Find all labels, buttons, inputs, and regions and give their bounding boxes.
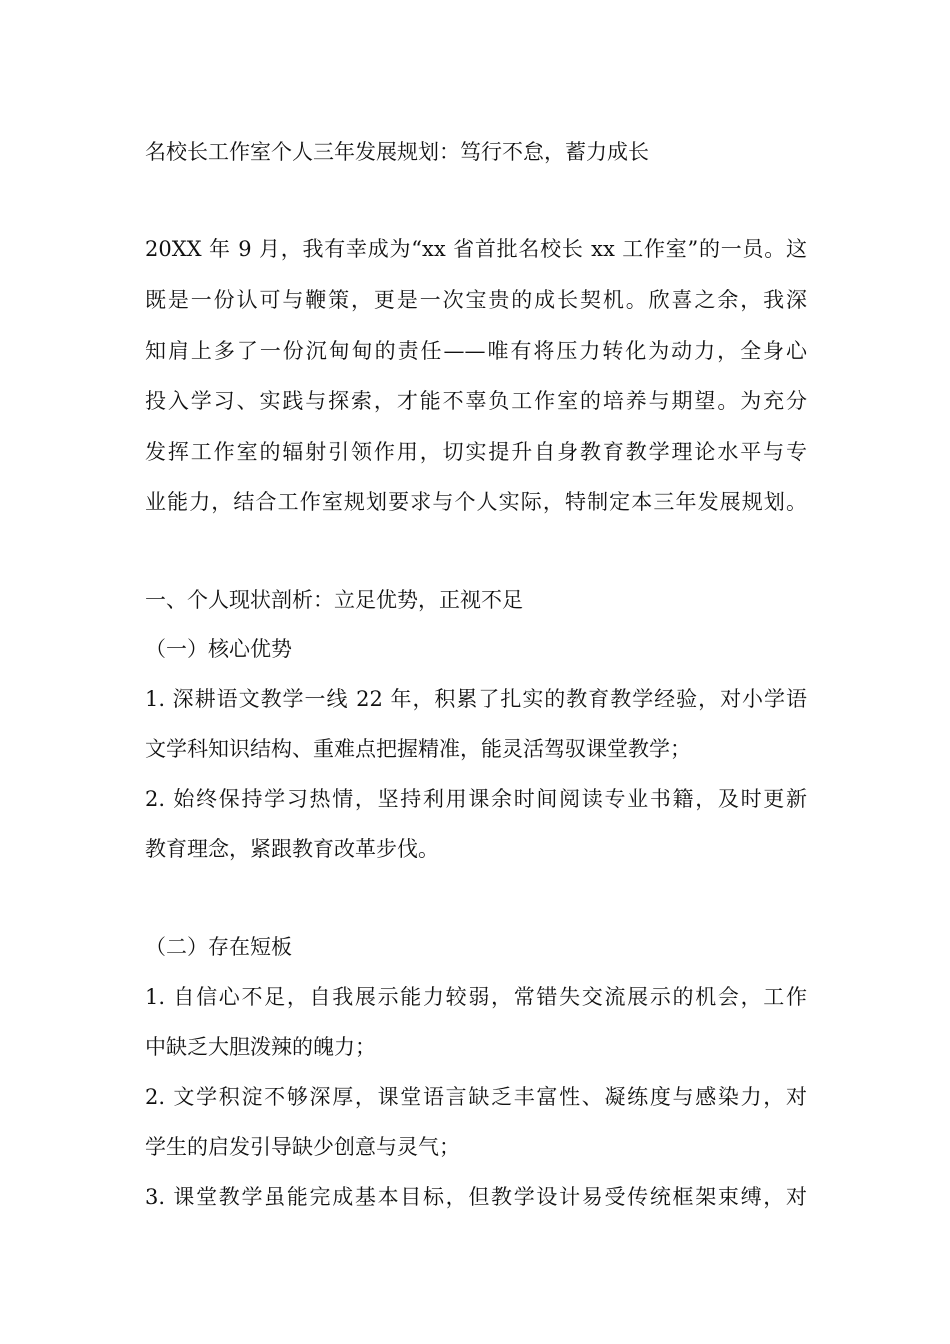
document-title: 名校长工作室个人三年发展规划：笃行不怠，蓄力成长 (145, 140, 649, 164)
subsection-heading-weaknesses: （二）存在短板 (145, 935, 292, 959)
intro-line-3: 知肩上多了一份沉甸甸的责任——唯有将压力转化为动力，全身心 (145, 339, 807, 363)
weakness-line-1: 1. 自信心不足，自我展示能力较弱，常错失交流展示的机会，工作 (145, 985, 807, 1009)
strength-line-1: 1. 深耕语文教学一线 22 年，积累了扎实的教育教学经验，对小学语 (145, 687, 807, 711)
subsection-heading-strengths: （一）核心优势 (145, 637, 292, 661)
weakness-line-3: 2. 文学积淀不够深厚，课堂语言缺乏丰富性、凝练度与感染力，对 (145, 1085, 807, 1109)
weakness-line-4: 学生的启发引导缺少创意与灵气； (145, 1135, 460, 1159)
intro-line-2: 既是一份认可与鞭策，更是一次宝贵的成长契机。欣喜之余，我深 (145, 288, 807, 312)
weakness-line-2: 中缺乏大胆泼辣的魄力； (145, 1035, 376, 1059)
strength-line-4: 教育理念，紧跟教育改革步伐。 (145, 837, 439, 861)
intro-line-6: 业能力，结合工作室规划要求与个人实际，特制定本三年发展规划。 (145, 490, 807, 514)
strength-line-3: 2. 始终保持学习热情，坚持利用课余时间阅读专业书籍，及时更新 (145, 787, 807, 811)
strength-line-2: 文学科知识结构、重难点把握精准，能灵活驾驭课堂教学； (145, 737, 691, 761)
weakness-line-5: 3. 课堂教学虽能完成基本目标，但教学设计易受传统框架束缚，对 (145, 1185, 807, 1209)
intro-line-4: 投入学习、实践与探索，才能不辜负工作室的培养与期望。为充分 (145, 389, 807, 413)
section-heading-1: 一、个人现状剖析：立足优势，正视不足 (145, 588, 523, 612)
intro-line-1: 20XX 年 9 月，我有幸成为“xx 省首批名校长 xx 工作室”的一员。这 (145, 237, 807, 261)
intro-line-5: 发挥工作室的辐射引领作用，切实提升自身教育教学理论水平与专 (145, 440, 807, 464)
